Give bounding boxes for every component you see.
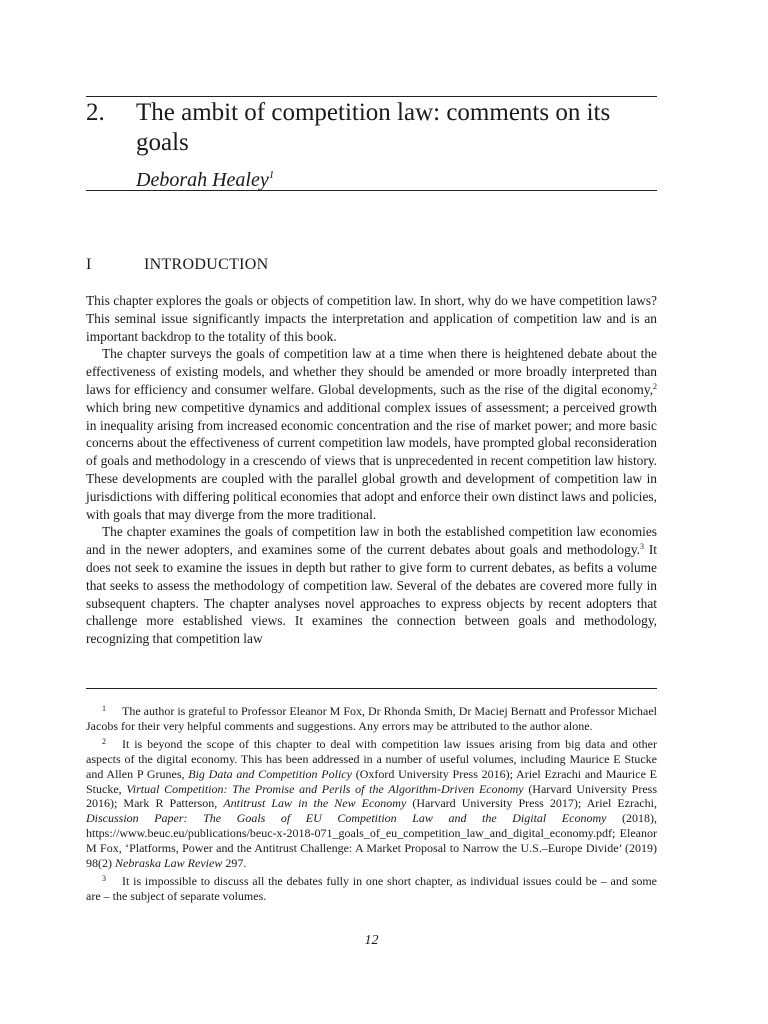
- footnote-rule: [86, 688, 657, 689]
- footnote-2-book-title: Virtual Competition: The Promise and Perils of the Algorithm-Driven Economy: [126, 781, 524, 796]
- heading-bottom-rule: [86, 190, 657, 191]
- section-number: I: [86, 256, 92, 273]
- footnote-2-text: (2018), https://www.beuc.eu/publications/beuc-x-2018-071_goals_of_eu_competition_law_and_digital_economy.pdf; Eleanor M Fox, ‘Platforms, Power and the Antitrust Challenge: A Market Proposal to Narrow the U.S.–Europe Divide’ (2019) 98(2): [86, 811, 658, 871]
- section-heading: [86, 256, 268, 274]
- footnote-ref-2[interactable]: 2: [653, 381, 657, 391]
- footnote-1-text: The author is grateful to Professor Eleanor M Fox, Dr Rhonda Smith, Dr Maciej Bernatt and Professor Michael Jacobs for their very helpful comments and suggestions. Any errors may be attributed to the author alone.: [86, 704, 657, 733]
- paragraph-1: This chapter explores the goals or objects of competition law. In short, why do we have competition laws? This seminal issue significantly impacts the interpretation and application of competition law and is an important backdrop to the totality of this book.: [86, 293, 657, 344]
- paragraph-3-text-cont: It does not seek to examine the issues in depth but rather to give form to current debates, as befits a volume that seeks to assess the methodology of competition law. Several of the debates are covered more fully in subsequent chapters. The chapter analyses novel approaches to express objects by recent adopters that challenge more established views. It examines the connection between goals and methodology, recognizing that competition law: [86, 542, 657, 647]
- book-page: [86, 0, 657, 1024]
- paragraph-3: [86, 523, 657, 648]
- footnote-2-book-title: Big Data and Competition Policy: [188, 766, 352, 781]
- chapter-title: The ambit of competition law: comments on its goals: [136, 99, 611, 156]
- page-number: 12: [364, 933, 379, 948]
- author-name: Deborah Healey: [136, 169, 269, 191]
- footnote-2-text: (Harvard University Press 2017); Ariel Ezrachi,: [406, 796, 657, 811]
- paragraph-2: [86, 345, 657, 523]
- footnote-2-text: (Harvard University Press 2016); Mark R Patterson,: [86, 781, 657, 811]
- paragraph-2-text-cont: which bring new competitive dynamics and additional complex issues of assessment; a perceived growth in inequality arising from increased economic concentration and the rise of market power; and more basic concerns about the effectiveness of current competition law models, have prompted global reconsideration of goals and methodology in a crescendo of views that is unprecedented in recent competition law history. These developments are coupled with the parallel global growth and development of competition law in jurisdictions with differing political economies that adopt and enforce their own distinct laws and policies, with goals that may diverge from the more traditional.: [86, 399, 657, 522]
- footnote-2-text: It is beyond the scope of this chapter to deal with competition law issues arising from big data and other aspects of the digital economy. This has been addressed in a number of useful volumes, including Maurice E Stucke and Allen P Grunes,: [86, 736, 657, 781]
- chapter-heading: [86, 98, 657, 158]
- footnote-3-text: It is impossible to discuss all the debates fully in one short chapter, as individual issues could be – and some are – the subject of separate volumes.: [86, 873, 657, 903]
- footnote-2-text: (Oxford University Press 2016); Ariel Ezrachi and Maurice E Stucke,: [86, 766, 658, 796]
- paragraph-2-text: The chapter surveys the goals of competition law at a time when there is heightened debate about the effectiveness of existing models, and whether they should be amended or more broadly interpreted than laws for efficiency and consumer welfare. Global developments, such as the rise of the digital economy,: [86, 346, 657, 397]
- paragraph-3-text: The chapter examines the goals of competition law in both the established competition law economies and in the newer adopters, and examines some of the current debates about goals and methodology.: [86, 524, 657, 558]
- footnote-2-journal-title: Nebraska Law Review: [115, 856, 223, 871]
- body-text: [86, 292, 657, 648]
- footnote-2-book-title: Discussion Paper: The Goals of EU Competition Law and the Digital Economy: [86, 811, 607, 826]
- footnote-2-book-title: Antitrust Law in the New Economy: [223, 796, 407, 811]
- footnote-1: [86, 702, 657, 734]
- section-title: INTRODUCTION: [144, 256, 269, 273]
- footnote-3: [86, 872, 657, 904]
- top-rule: [86, 96, 657, 97]
- chapter-number: 2.: [86, 99, 105, 126]
- footnote-1-mark: 1: [102, 704, 106, 713]
- footnote-2: [86, 735, 657, 871]
- footnotes: [86, 702, 657, 905]
- footnote-ref-3[interactable]: 3: [640, 542, 644, 552]
- author-footnote-ref[interactable]: 1: [268, 169, 275, 181]
- footnote-3-mark: 3: [102, 873, 106, 883]
- chapter-author: [136, 163, 274, 192]
- footnote-2-text: 297.: [222, 856, 247, 871]
- footnote-2-mark: 2: [102, 736, 106, 746]
